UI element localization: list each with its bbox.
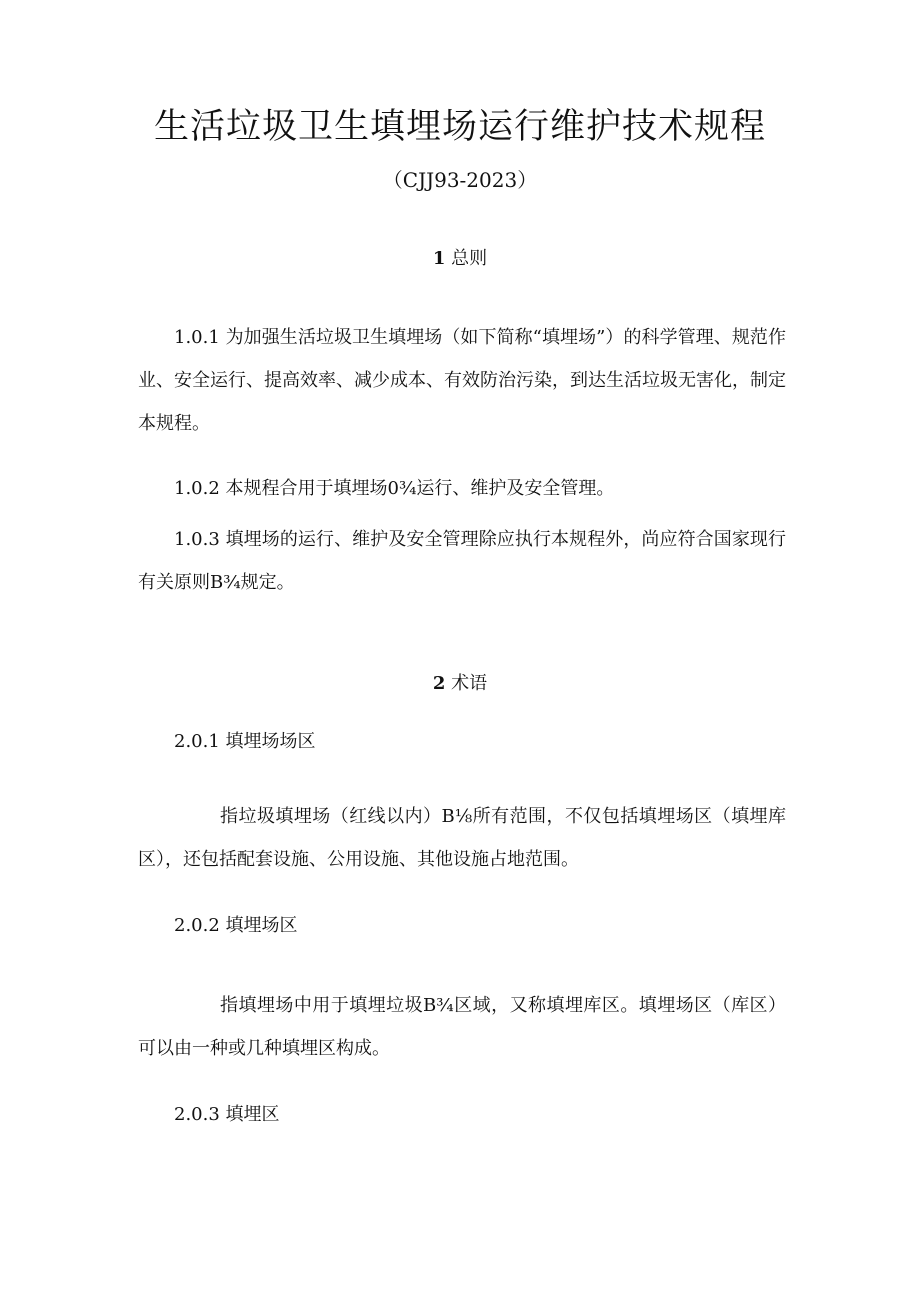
section-title: 术语 (451, 673, 488, 694)
section-number: 2 (432, 673, 446, 694)
term-2-0-1-title: 2.0.1 填埋场场区 (174, 731, 316, 752)
section-number: 1 (432, 248, 446, 269)
section-heading-2 (0, 671, 920, 697)
clause-1-0-3: 1.0.3 填埋场的运行、维护及安全管理除应执行本规程外，尚应符合国家现行有关原则B¾规定。 (138, 529, 786, 593)
standard-code: （CJJ93-2023） (382, 168, 538, 192)
term-2-0-3-title: 2.0.3 填埋区 (174, 1104, 280, 1125)
document-title: 生活垃圾卫生填埋场运行维护技术规程 (153, 107, 766, 147)
term-2-0-2-definition: 指填埋场中用于填埋垃圾B¾区域，又称填埋库区。填埋场区（库区）可以由一种或几种填埋区构成。 (138, 995, 786, 1059)
term-2-0-1-definition: 指垃圾填埋场（红线以内）B⅛所有范围，不仅包括填埋场区（填埋库区），还包括配套设施、公用设施、其他设施占地范围。 (138, 806, 786, 870)
clause-1-0-1: 1.0.1 为加强生活垃圾卫生填埋场（如下简称“填埋场”）的科学管理、规范作业、安全运行、提高效率、减少成本、有效防治污染，到达生活垃圾无害化，制定本规程。 (138, 327, 786, 434)
section-heading-1 (0, 246, 920, 272)
section-title: 总则 (451, 248, 488, 269)
term-2-0-2-title: 2.0.2 填埋场区 (174, 915, 298, 936)
clause-1-0-2: 1.0.2 本规程合用于填埋场0¾运行、维护及安全管理。 (174, 478, 615, 499)
